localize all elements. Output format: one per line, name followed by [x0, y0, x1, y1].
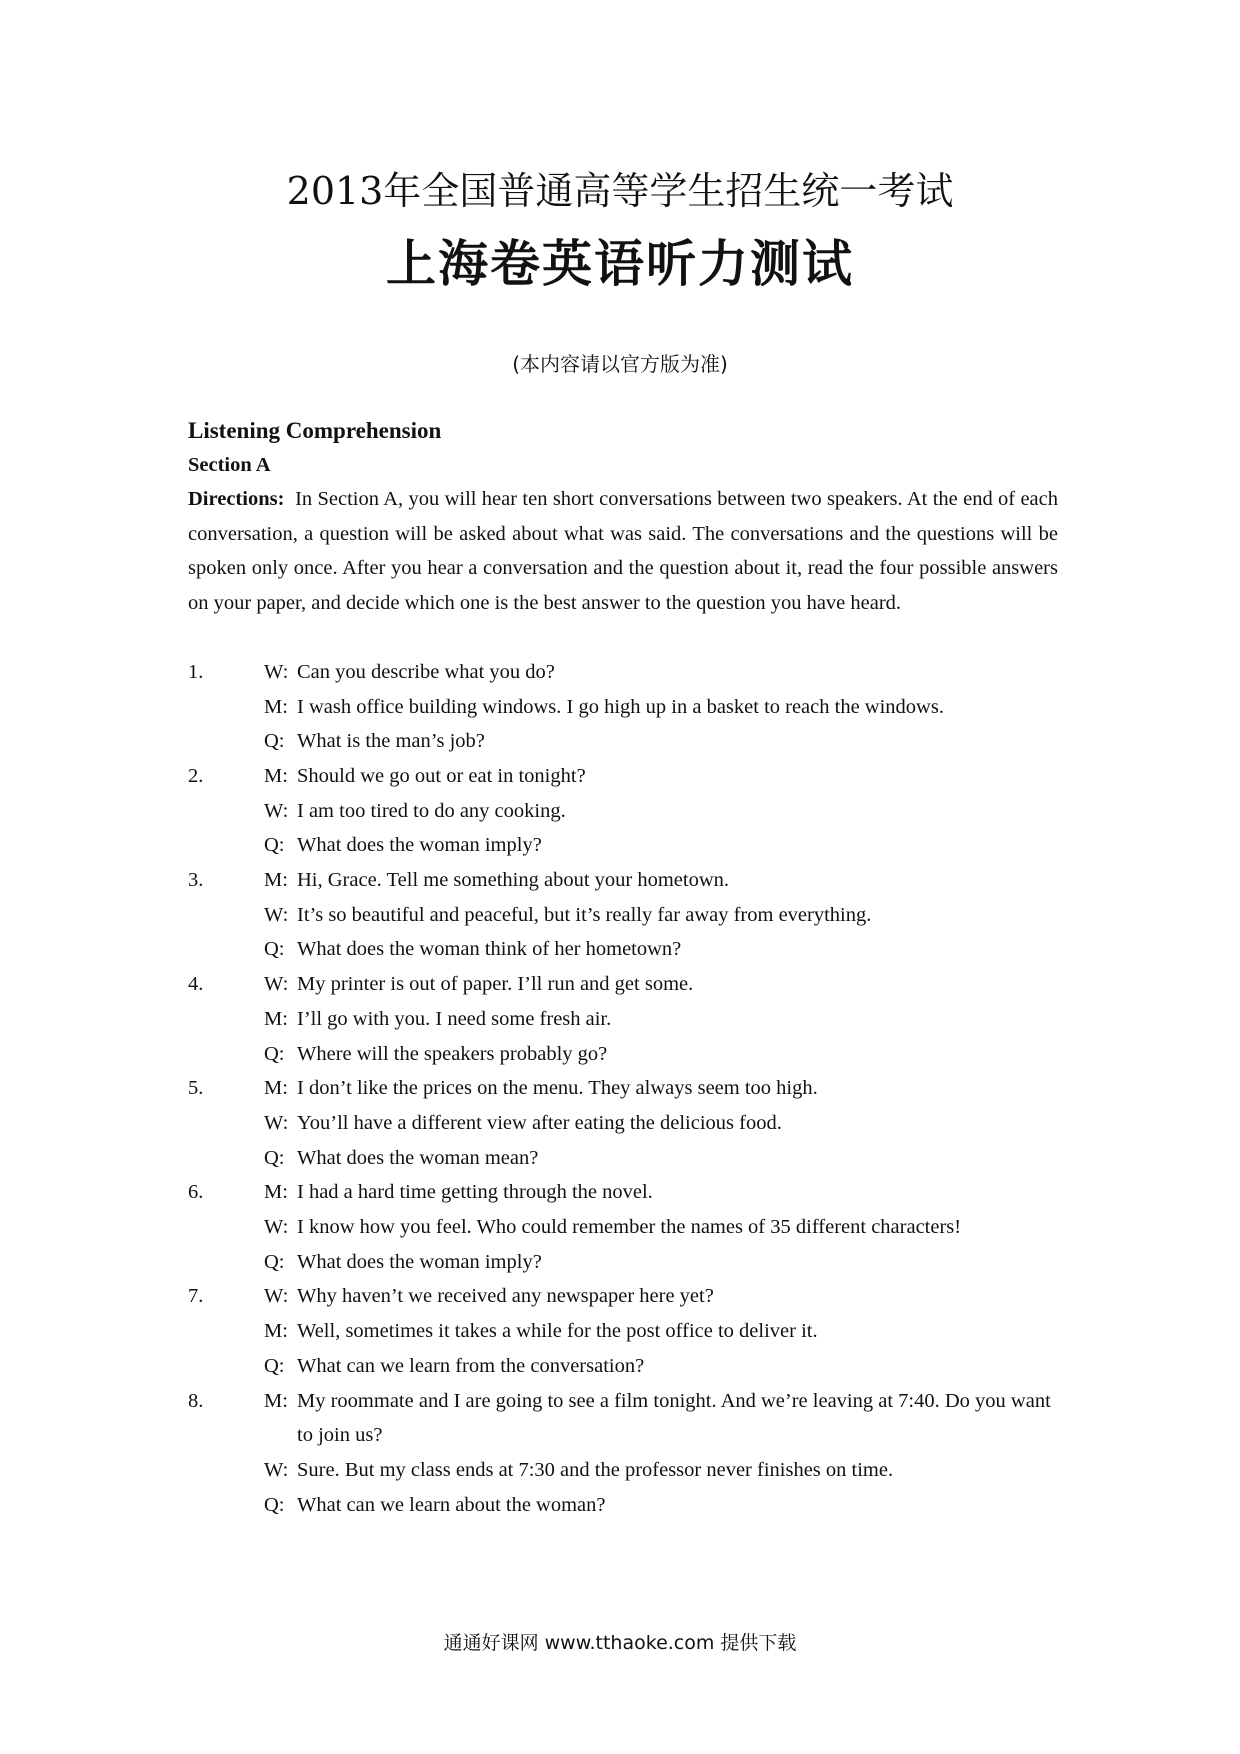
speaker-label: Q: — [264, 730, 285, 753]
exam-title: 2013年全国普通高等学生招生统一考试 — [286, 169, 954, 213]
dialogue-text: It’s so beautiful and peaceful, but it’s really far away from everything. — [297, 903, 872, 926]
dialogue-line — [264, 1071, 1058, 1106]
question-number: 6. — [188, 1181, 204, 1204]
directions-label: Directions: — [188, 488, 285, 510]
speaker-label: W: — [264, 1216, 289, 1239]
speaker-label: W: — [264, 660, 289, 683]
speaker-label: Q: — [264, 1250, 285, 1273]
official-version-note: (本内容请以官方版为准) — [512, 352, 728, 376]
question-number: 3. — [188, 869, 204, 892]
dialogue-text: What can we learn about the woman? — [297, 1493, 606, 1516]
question-number: 7. — [188, 1285, 204, 1308]
dialogue-text: I know how you feel. Who could remember the names of 35 different characters! — [297, 1216, 962, 1239]
directions-paragraph — [188, 482, 1058, 621]
speaker-label: M: — [264, 1007, 288, 1030]
speaker-label: M: — [264, 1320, 288, 1343]
speaker-label: Q: — [264, 1493, 285, 1516]
speaker-label: Q: — [264, 1354, 285, 1377]
speaker-label: M: — [264, 1181, 288, 1204]
dialogue-line — [264, 1106, 1058, 1141]
question-item — [188, 863, 1058, 967]
dialogue-line — [264, 932, 1058, 967]
question-item — [188, 1071, 1058, 1175]
question-number: 2. — [188, 764, 204, 787]
dialogue-line — [264, 1349, 1058, 1384]
speaker-label: M: — [264, 869, 288, 892]
dialogue-text: I’ll go with you. I need some fresh air. — [297, 1007, 612, 1030]
dialogue-text: What is the man’s job? — [297, 730, 485, 753]
question-number: 5. — [188, 1077, 204, 1100]
section-heading: Listening Comprehension — [188, 418, 442, 443]
speaker-label: W: — [264, 973, 289, 996]
dialogue-line — [264, 1488, 1058, 1523]
dialogue-line — [264, 1002, 1058, 1037]
document-body — [188, 414, 1058, 1522]
question-item — [188, 967, 1058, 1071]
question-list — [188, 655, 1058, 1523]
exam-subtitle: 上海卷英语听力测试 — [386, 235, 854, 293]
dialogue-line — [264, 794, 1058, 829]
dialogue-text: I had a hard time getting through the novel. — [297, 1181, 653, 1204]
dialogue-line — [264, 655, 1058, 690]
speaker-label: Q: — [264, 1146, 285, 1169]
dialogue-text: I am too tired to do any cooking. — [297, 799, 566, 822]
section-subheading: Section A — [188, 454, 271, 476]
question-number: 4. — [188, 973, 204, 996]
speaker-label: W: — [264, 1111, 289, 1134]
speaker-label: M: — [264, 695, 288, 718]
question-item — [188, 655, 1058, 759]
dialogue-text: Sure. But my class ends at 7:30 and the professor never finishes on time. — [297, 1458, 894, 1481]
question-item — [188, 1384, 1058, 1523]
dialogue-text: Hi, Grace. Tell me something about your hometown. — [297, 869, 730, 892]
question-item — [188, 759, 1058, 863]
dialogue-text: My printer is out of paper. I’ll run and get some. — [297, 973, 694, 996]
dialogue-line — [264, 1279, 1058, 1314]
dialogue-text: You’ll have a different view after eating the delicious food. — [297, 1111, 782, 1134]
directions-text: In Section A, you will hear ten short conversations between two speakers. At the end of each conversation, a question will be asked about what was said. The conversations and the questions will be spoken only once. After you hear a conversation and the question about it, read the four possible answers on your paper, and decide which one is the best answer to the question you have heard. — [188, 488, 1058, 615]
dialogue-text: I wash office building windows. I go high up in a basket to reach the windows. — [297, 695, 944, 718]
dialogue-text: Should we go out or eat in tonight? — [297, 764, 586, 787]
speaker-label: Q: — [264, 834, 285, 857]
speaker-label: M: — [264, 1077, 288, 1100]
speaker-label: Q: — [264, 1042, 285, 1065]
dialogue-text: What does the woman imply? — [297, 1250, 542, 1273]
dialogue-line — [264, 1141, 1058, 1176]
dialogue-text: My roommate and I are going to see a film tonight. And we’re leaving at 7:40. Do you want to join us? — [297, 1389, 1051, 1447]
speaker-label: Q: — [264, 938, 285, 961]
dialogue-text: What can we learn from the conversation? — [297, 1354, 645, 1377]
dialogue-text: What does the woman think of her hometown? — [297, 938, 682, 961]
speaker-label: M: — [264, 764, 288, 787]
dialogue-line — [264, 759, 1058, 794]
dialogue-line — [264, 863, 1058, 898]
dialogue-text: I don’t like the prices on the menu. They always seem too high. — [297, 1077, 818, 1100]
question-number: 1. — [188, 660, 204, 683]
speaker-label: W: — [264, 903, 289, 926]
question-number: 8. — [188, 1389, 204, 1412]
dialogue-line — [264, 1245, 1058, 1280]
dialogue-line — [264, 1175, 1058, 1210]
dialogue-line — [264, 1314, 1058, 1349]
dialogue-line — [264, 828, 1058, 863]
dialogue-text: Well, sometimes it takes a while for the post office to deliver it. — [297, 1320, 818, 1343]
question-item — [188, 1175, 1058, 1279]
dialogue-line — [264, 898, 1058, 933]
dialogue-line — [264, 967, 1058, 1002]
dialogue-line — [264, 1453, 1058, 1488]
question-item — [188, 1279, 1058, 1383]
dialogue-line — [264, 1037, 1058, 1072]
dialogue-line — [264, 1384, 1058, 1453]
dialogue-text: Can you describe what you do? — [297, 660, 555, 683]
dialogue-text: What does the woman imply? — [297, 834, 542, 857]
dialogue-line — [264, 690, 1058, 725]
speaker-label: W: — [264, 1285, 289, 1308]
speaker-label: W: — [264, 799, 289, 822]
speaker-label: M: — [264, 1389, 288, 1412]
speaker-label: W: — [264, 1458, 289, 1481]
dialogue-line — [264, 724, 1058, 759]
footer-credit: 通通好课网 www.tthaoke.com 提供下载 — [443, 1632, 797, 1654]
dialogue-text: What does the woman mean? — [297, 1146, 539, 1169]
dialogue-line — [264, 1210, 1058, 1245]
dialogue-text: Why haven’t we received any newspaper here yet? — [297, 1285, 714, 1308]
dialogue-text: Where will the speakers probably go? — [297, 1042, 608, 1065]
